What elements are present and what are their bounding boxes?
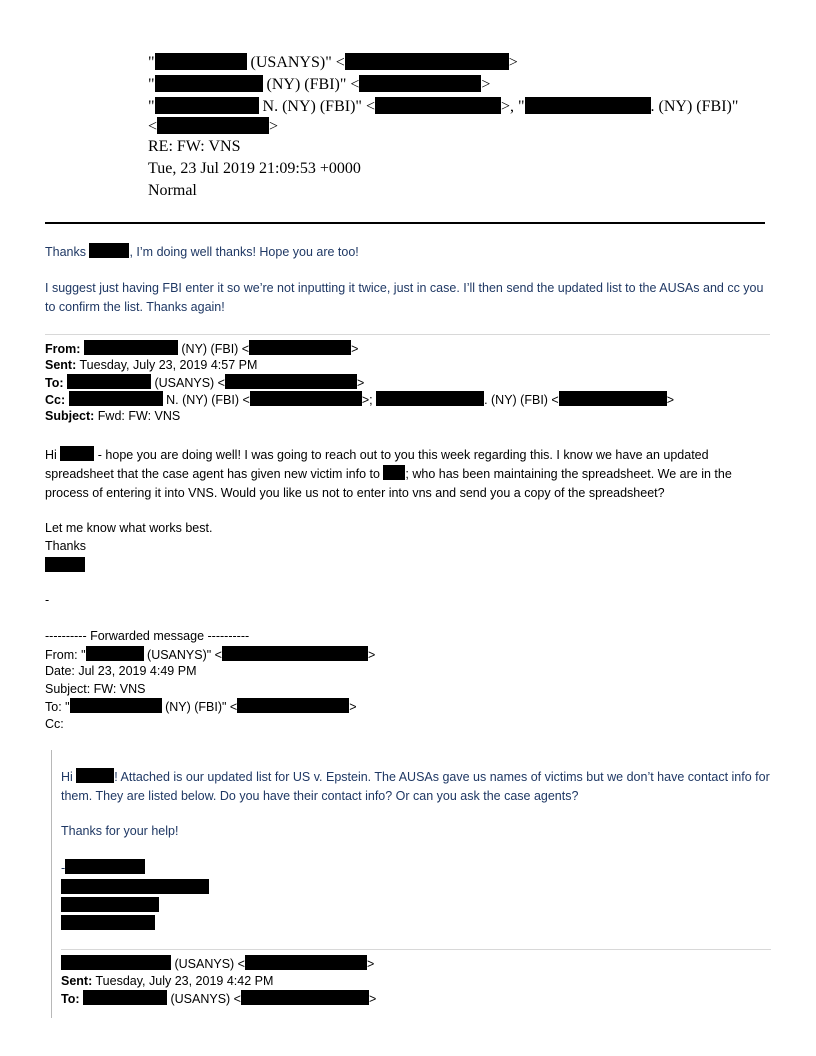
redaction <box>70 698 162 713</box>
redaction <box>376 391 484 406</box>
redaction <box>237 698 349 713</box>
fwd-to: To: " (NY) (FBI)" < > <box>45 700 357 714</box>
quoted-thanks: Thanks for your help! <box>61 824 179 838</box>
redaction <box>89 243 129 258</box>
redaction <box>559 391 667 406</box>
fwd-subject: Subject: FW: VNS <box>45 682 146 696</box>
redaction <box>157 117 269 134</box>
importance-value: Normal <box>148 182 197 199</box>
msg2-body: Hi - hope you are doing well! I was going to reach out to you this week regarding this. I know we have an updated spreadsheet that the case agent has given new victim info to ; who has been maintaining the spreadsheet. We are in the process of entering it into VNS. Would you like us not to enter into vns and send you a copy of the spreadsheet? <box>45 448 732 500</box>
redaction <box>375 97 501 114</box>
redaction <box>155 75 263 92</box>
redaction <box>76 768 114 783</box>
msg2-dash: - <box>45 593 50 607</box>
redaction <box>61 879 209 894</box>
redaction <box>345 53 509 70</box>
redaction <box>45 557 85 572</box>
msg2-thanks: Thanks <box>45 539 86 553</box>
quoted-sent: Sent: Tuesday, July 23, 2019 4:42 PM <box>61 974 274 988</box>
quoted-signature: - <box>61 859 145 878</box>
message-divider <box>45 334 770 335</box>
redaction <box>61 915 155 930</box>
redaction <box>245 955 367 970</box>
redaction <box>83 990 167 1005</box>
fwd-from: From: " (USANYS)" < > <box>45 648 376 662</box>
redaction <box>222 646 368 661</box>
header-divider <box>45 222 765 224</box>
msg2-to: To: (USANYS) < > <box>45 376 365 390</box>
redaction <box>60 446 94 461</box>
subject-value: RE: FW: VNS <box>148 138 241 155</box>
redaction <box>359 75 481 92</box>
quoted-divider <box>61 949 771 950</box>
redaction <box>65 859 145 874</box>
msg2-from: From: (NY) (FBI) < > <box>45 342 359 356</box>
msg2-subject: Subject: Fwd: FW: VNS <box>45 409 181 423</box>
fwd-cc: Cc: <box>45 717 64 731</box>
reply-paragraph: I suggest just having FBI enter it so we’re not inputting it twice, just in case. I’ll then send the updated list to the AUSAs and cc you to confirm the list. Thanks again! <box>45 281 764 314</box>
redaction <box>525 97 651 114</box>
quote-bar <box>51 750 52 1018</box>
redaction <box>61 897 159 912</box>
fwd-banner: ---------- Forwarded message ---------- <box>45 629 250 643</box>
redaction <box>250 391 362 406</box>
fwd-date: Date: Jul 23, 2019 4:49 PM <box>45 664 197 678</box>
redaction <box>84 340 178 355</box>
redaction <box>69 391 163 406</box>
redaction <box>67 374 151 389</box>
msg2-sent: Sent: Tuesday, July 23, 2019 4:57 PM <box>45 358 258 372</box>
quoted-to: To: (USANYS) < > <box>61 992 377 1006</box>
redaction <box>225 374 357 389</box>
redaction <box>383 465 405 480</box>
reply-line-1: Thanks , I’m doing well thanks! Hope you are too! <box>45 245 359 259</box>
redaction <box>249 340 351 355</box>
redaction <box>241 990 369 1005</box>
redaction <box>61 955 171 970</box>
redaction <box>155 97 259 114</box>
redaction <box>86 646 144 661</box>
msg2-let-me-know: Let me know what works best. <box>45 521 213 535</box>
msg2-cc: Cc: N. (NY) (FBI) < >; . (NY) (FBI) < > <box>45 393 675 407</box>
redaction <box>155 53 247 70</box>
quoted-body: Hi ! Attached is our updated list for US v. Epstein. The AUSAs gave us names of victims but we don’t have contact info for them. They are listed below. Do you have their contact info? Or can you ask the case agents? <box>61 770 770 803</box>
quoted-from: (USANYS) < > <box>61 955 374 973</box>
date-value: Tue, 23 Jul 2019 21:09:53 +0000 <box>148 160 361 177</box>
